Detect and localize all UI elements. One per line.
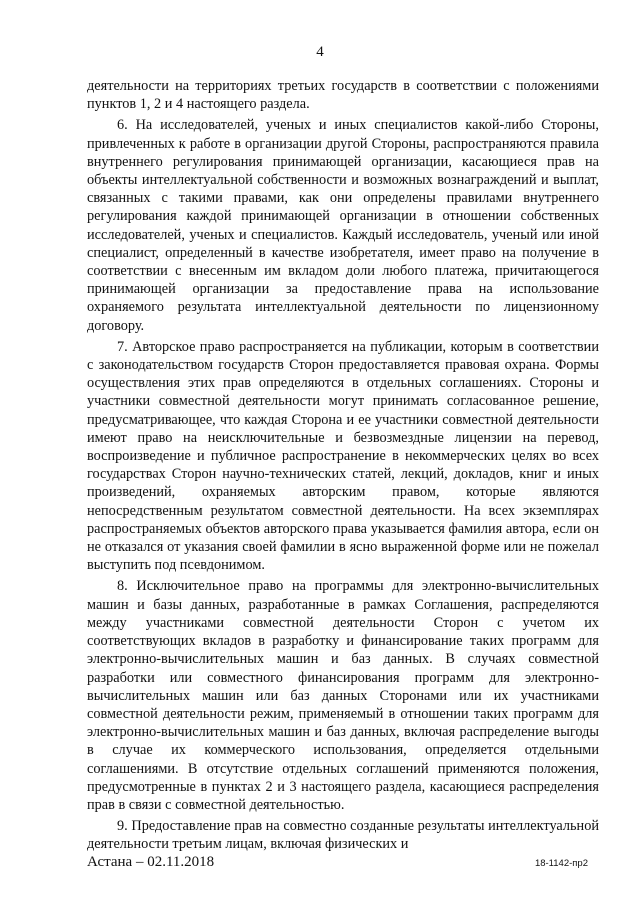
paragraph-continuation: деятельности на территориях третьих государств в соответствии с положениями пунктов 1, 2 и 4 настоящего раздела.: [87, 78, 599, 113]
document-body: [87, 77, 599, 857]
page-number: 4: [316, 44, 324, 60]
paragraph-8: 8. Исключительное право на программы для электронно-вычислительных машин и базы данных, разработанные в рамках Соглашения, распределяются между участниками совместной деятельности Сторон с учетом их соответствующих вкладов в разработку и финансирование таких программ для электронно-вычислительных машин и баз данных. В случаях совместной разработки или совместного финансирования программ для электронно-вычислительных машин или баз данных Сторонами или их участниками совместной деятельности режим, применяемый в отношении таких программ для электронно-вычислительных машин и баз данных, включая распределение выгоды в случае их коммерческого использования, определяется отдельными соглашениями. В отсутствие отдельных соглашений применяются положения, предусмотренные в пунктах 2 и 3 настоящего раздела, касающиеся распределения прав в связи с совместной деятельностью.: [87, 578, 599, 813]
footer-document-code: 18-1142-пр2: [534, 858, 588, 869]
paragraph-7: 7. Авторское право распространяется на публикации, которым в соответствии с законодательством государств Сторон предоставляется правовая охрана. Формы осуществления этих прав определяются в отдельных соглашениях. Стороны и участники совместной деятельности могут принимать согласованное решение, предусматривающее, что каждая Сторона и ее участники совместной деятельности имеют право на неисключительные и безвозмездные лицензии на перевод, воспроизведение и публичное распространение в некоммерческих целях во всех государствах Сторон научно-технических статей, лекций, докладов, книг и иных произведений, охраняемых авторским правом, которые являются непосредственным результатом совместной деятельности. На всех экземплярах распространяемых объектов авторского права указывается фамилия автора, если он не отказался от указания своей фамилии в ясно выраженной форме или не пожелал выступить под псевдонимом.: [87, 338, 599, 574]
footer-place-date: Астана – 02.11.2018: [87, 854, 215, 870]
paragraph-9: 9. Предоставление прав на совместно созданные результаты интеллектуальной деятельности третьим лицам, включая физических и: [87, 818, 599, 853]
paragraph-6: 6. На исследователей, ученых и иных специалистов какой-либо Стороны, привлеченных к работе в организации другой Стороны, распространяются правила внутреннего регулирования принимающей организации, касающиеся прав на объекты интеллектуальной собственности и возможных вознаграждений и выплат, связанных с такими правами, как они определены правилами внутреннего регулирования каждой принимающей организации в отношении собственных исследователей, ученых и специалистов. Каждый исследователь, ученый или иной специалист, определенный в качестве изобретателя, имеет право на получение в соответствии с внесенным им вкладом доли любого платежа, причитающегося принимающей организации за предоставление права на использование охраняемого результата интеллектуальной деятельности по лицензионному договору.: [87, 117, 599, 334]
